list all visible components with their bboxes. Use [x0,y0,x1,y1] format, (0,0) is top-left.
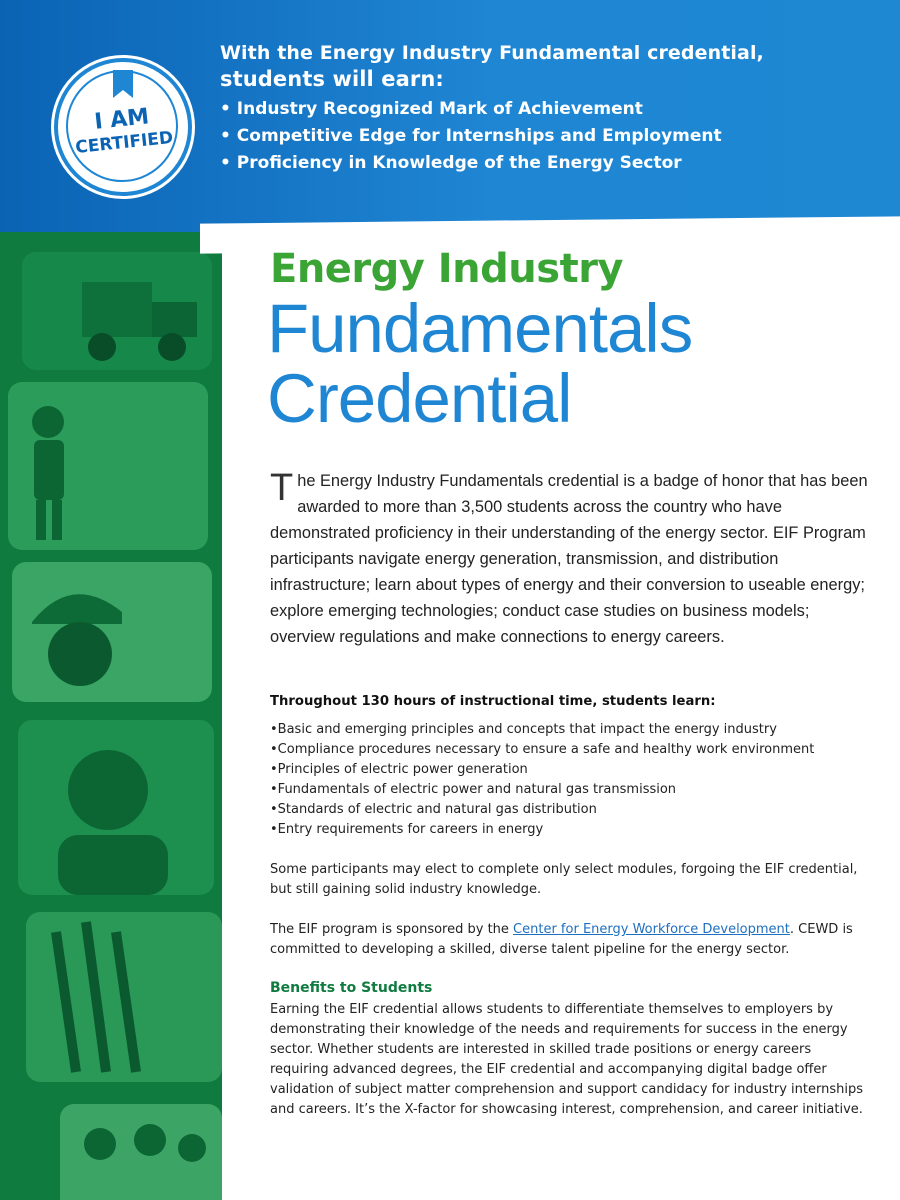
modules-note: Some participants may elect to complete only select modules, forgoing the EIF credential, but still gaining solid industry knowledge. [270,862,858,897]
cewd-link[interactable]: Center for Energy Workforce Development [513,922,790,937]
photo-tile-worker-field [8,382,208,550]
learn-list-item: • Principles of electric power generation [270,760,814,780]
team-figures-icon [60,1104,222,1200]
sponsor-text-before: The EIF program is sponsored by the [270,922,514,937]
learn-list-item: • Entry requirements for careers in energy [270,820,814,840]
utility-truck-icon [22,252,212,370]
photo-tile-vehicle [22,252,212,370]
worker-figure-icon [8,382,208,550]
hardhat-worker-icon [12,562,212,702]
photo-tile-cables [26,912,222,1082]
seal-line1: I AM [93,104,151,135]
seal-line2: CERTIFIED [74,127,175,159]
banner-list [220,96,880,177]
photo-tile-smiling-worker [18,720,214,895]
learn-list-item: • Fundamentals of electric power and natural gas transmission [270,780,814,800]
ribbon-icon [111,70,135,100]
benefits-heading: Benefits to Students [270,980,433,996]
banner-heading-line2: students will earn: [220,67,444,91]
photo-tile-team [60,1104,222,1200]
learn-list-item: • Standards of electric and natural gas distribution [270,800,814,820]
banner-text [220,40,880,177]
cable-worker-icon [26,912,222,1082]
title-line3: Credential [267,360,572,437]
intro-text: he Energy Industry Fundamentals credential is a badge of honor that has been awarded to more than 3,500 students across the country who have demonstrated proficiency in their understanding of the energy sector. EIF Program participants navigate energy generation, transmission, and distribution infrastructure; learn about types of energy and their conversion to useable energy; explore emerging technologies; conduct case studies on business models; overview regulations and make connections to energy careers. [270,472,868,646]
photo-sidebar [0,232,222,1200]
sponsor-paragraph [270,920,870,960]
banner-list-item: • Proficiency in Knowledge of the Energy Sector [220,150,880,177]
banner-list-item: • Competitive Edge for Internships and Employment [220,123,880,150]
intro-paragraph [270,468,870,650]
main-content [267,246,870,1117]
title-line2: Fundamentals [267,290,693,367]
banner-heading [220,40,880,92]
title-line1: Energy Industry [270,246,623,292]
sponsor-text-after: . CEWD is committed to developing a skilled, diverse talent pipeline for the energy sector. [270,922,853,957]
learn-list-item: • Compliance procedures necessary to ensure a safe and healthy work environment [270,740,814,760]
banner-list-item: • Industry Recognized Mark of Achievement [220,96,880,123]
banner-heading-line1: With the Energy Industry Fundamental credential, [220,42,764,64]
learn-list-item: • Basic and emerging principles and concepts that impact the energy industry [270,720,814,740]
learn-list [270,720,814,840]
person-portrait-icon [18,720,214,895]
drop-cap: T [270,467,294,509]
benefits-paragraph: Earning the EIF credential allows students to differentiate themselves to employers by demonstrating their knowledge of the needs and requirements for success in the energy sector. Whether students are interested in skilled trade positions or energy careers requiring advanced degrees, the EIF credential and accompanying digital badge offer validation of subject matter comprehension and support candidacy for industry internships and careers. It’s the X-factor for showcasing interest, comprehension, and career initiative. [270,1002,863,1117]
certified-seal [54,58,192,196]
learn-heading: Throughout 130 hours of instructional time, students learn: [270,694,716,709]
photo-tile-hardhat [12,562,212,702]
